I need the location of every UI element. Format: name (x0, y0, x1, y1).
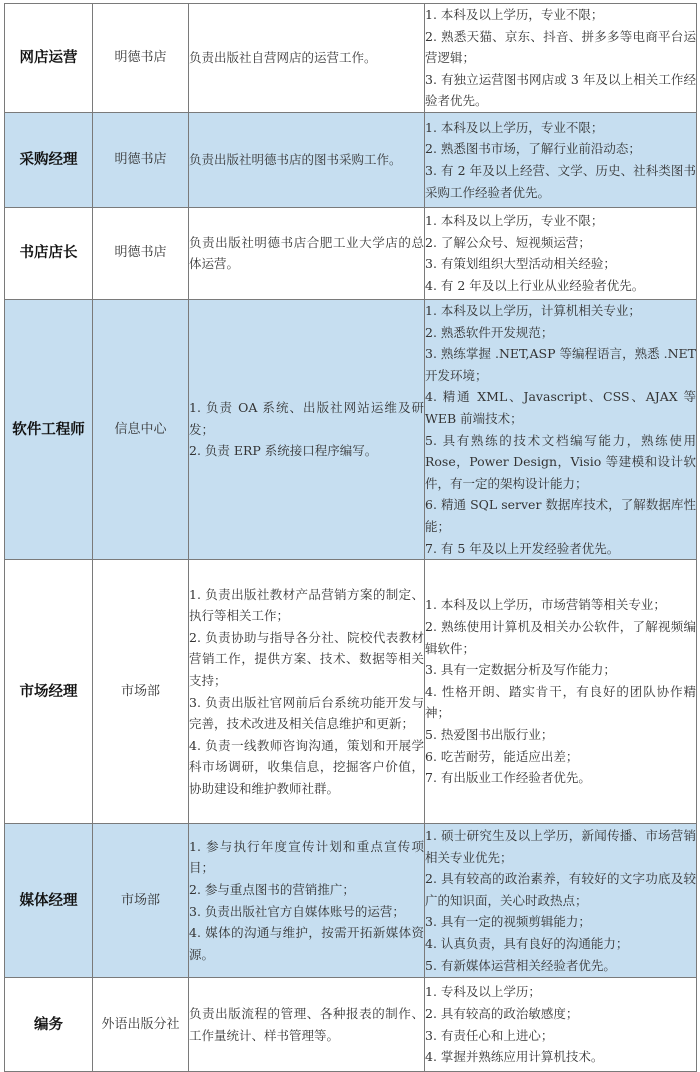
duty-line: 3. 负责出版社官网前后台系统功能开发与完善，技术改进及相关信息维护和更新； (189, 694, 424, 732)
job-title: 媒体经理 (5, 824, 93, 978)
requirement-line: 7. 有出版业工作经验者优先。 (425, 770, 591, 786)
table-row (5, 299, 697, 559)
requirement-line: 4. 有 2 年及以上行业从业经验者优先。 (425, 278, 645, 294)
job-duties (189, 112, 425, 207)
duty-line: 负责出版流程的管理、各种报表的制作、工作量统计、样书管理等。 (189, 1006, 424, 1043)
job-duties (189, 207, 425, 299)
duty-line: 负责出版社明德书店合肥工业大学店的总体运营。 (189, 234, 424, 272)
job-title: 编务 (5, 978, 93, 1072)
requirement-line: 1. 本科及以上学历，专业不限； (425, 7, 604, 22)
job-requirements (425, 207, 697, 299)
table-row (5, 560, 697, 824)
table-row (5, 4, 697, 113)
requirement-line: 4. 精通 XML、Javascript、CSS、AJAX 等 WEB 前端技术； (425, 389, 696, 426)
job-title: 市场经理 (5, 560, 93, 824)
duty-line: 1. 负责 OA 系统、出版社网站运维及研发； (189, 400, 424, 437)
duty-line: 4. 负责一线教师咨询沟通，策划和开展学科市场调研，收集信息，挖掘客户价值，协助建设和维护教师社群。 (189, 737, 424, 796)
requirement-line: 1. 本科及以上学历，专业不限； (425, 213, 604, 229)
job-requirements (425, 4, 697, 113)
requirement-line: 1. 专科及以上学历； (425, 984, 541, 1000)
requirement-line: 5. 具有熟练的技术文档编写能力，熟练使用 Rose，Power Design，Visio 等建模和设计软件，有一定的架构设计能力； (425, 432, 696, 491)
job-duties (189, 560, 425, 824)
requirement-line: 3. 具有一定数据分析及写作能力； (425, 662, 616, 678)
job-requirements (425, 112, 697, 207)
job-title: 网店运营 (5, 4, 93, 113)
job-requirements (425, 299, 697, 559)
requirement-line: 5. 有新媒体运营相关经验者优先。 (425, 957, 616, 973)
requirement-line: 3. 有策划组织大型活动相关经验； (425, 256, 616, 272)
requirement-line: 3. 熟练掌握 .NET,ASP 等编程语言，熟悉 .NET 开发环境； (425, 346, 696, 383)
table-row (5, 978, 697, 1072)
requirement-line: 6. 吃苦耐劳，能适应出差； (425, 748, 579, 764)
job-duties (189, 978, 425, 1072)
requirement-line: 6. 精通 SQL server 数据库技术，了解数据库性能； (425, 497, 696, 534)
requirement-line: 1. 硕士研究生及以上学历，新闻传播、市场营销相关专业优先； (425, 828, 696, 865)
duty-line: 负责出版社自营网店的运营工作。 (189, 50, 377, 66)
requirement-line: 4. 认真负责，具有良好的沟通能力； (425, 935, 629, 951)
requirement-line: 2. 具有较高的政治素养，有较好的文字功底及较广的知识面，关心时政热点； (425, 871, 696, 908)
requirement-line: 7. 有 5 年及以上开发经验者优先。 (425, 540, 620, 556)
requirement-line: 4. 性格开朗、踏实肯干，有良好的团队协作精神； (425, 683, 696, 721)
job-table (4, 3, 697, 1072)
requirement-line: 2. 熟悉图书市场，了解行业前沿动态； (425, 141, 641, 157)
job-department: 市场部 (93, 560, 189, 824)
table-row (5, 207, 697, 299)
job-requirements (425, 824, 697, 978)
requirement-line: 2. 熟悉软件开发规范； (425, 324, 554, 340)
requirement-line: 2. 熟练使用计算机及相关办公软件，了解视频编辑软件； (425, 619, 696, 656)
requirement-line: 1. 本科及以上学历，市场营销等相关专业； (425, 597, 666, 613)
requirement-line: 1. 本科及以上学历，专业不限； (425, 119, 604, 135)
requirement-line: 3. 有责任心和上进心； (425, 1027, 554, 1043)
job-title: 书店店长 (5, 207, 93, 299)
duty-line: 1. 负责出版社教材产品营销方案的制定、执行等相关工作； (189, 586, 424, 624)
requirement-line: 1. 本科及以上学历，计算机相关专业； (425, 302, 641, 318)
duty-line: 2. 负责协助与指导各分社、院校代表教材营销工作，提供方案、技术、数据等相关支持； (189, 629, 424, 688)
duty-line: 1. 参与执行年度宣传计划和重点宣传项目； (189, 838, 424, 876)
duty-line: 2. 负责 ERP 系统接口程序编写。 (189, 443, 378, 459)
requirement-line: 3. 具有一定的视频剪辑能力； (425, 914, 591, 930)
requirement-line: 2. 熟悉天猫、京东、抖音、拼多多等电商平台运营逻辑； (425, 28, 696, 66)
duty-line: 负责出版社明德书店的图书采购工作。 (189, 152, 402, 168)
job-department: 信息中心 (93, 299, 189, 559)
duty-line: 4. 媒体的沟通与维护，按需开拓新媒体资源。 (189, 925, 424, 962)
duty-line: 3. 负责出版社官方自媒体账号的运营； (189, 903, 405, 919)
job-department: 外语出版分社 (93, 978, 189, 1072)
job-duties (189, 299, 425, 559)
job-duties (189, 4, 425, 113)
job-department: 明德书店 (93, 4, 189, 113)
requirement-line: 4. 掌握并熟练应用计算机技术。 (425, 1049, 604, 1065)
job-department: 市场部 (93, 824, 189, 978)
job-title: 软件工程师 (5, 299, 93, 559)
table-row (5, 824, 697, 978)
requirement-line: 2. 具有较高的政治敏感度； (425, 1006, 579, 1021)
requirement-line: 5. 热爱图书出版行业； (425, 726, 554, 742)
job-department: 明德书店 (93, 112, 189, 207)
job-requirements (425, 978, 697, 1072)
duty-line: 2. 参与重点图书的营销推广； (189, 882, 355, 897)
job-department: 明德书店 (93, 207, 189, 299)
job-title: 采购经理 (5, 112, 93, 207)
job-requirements (425, 560, 697, 824)
requirement-line: 2. 了解公众号、短视频运营； (425, 234, 591, 250)
table-row (5, 112, 697, 207)
job-duties (189, 824, 425, 978)
requirement-line: 3. 有独立运营图书网店或 3 年及以上相关工作经验者优先。 (425, 71, 696, 109)
requirement-line: 3. 有 2 年及以上经营、文学、历史、社科类图书采购工作经验者优先。 (425, 162, 696, 200)
